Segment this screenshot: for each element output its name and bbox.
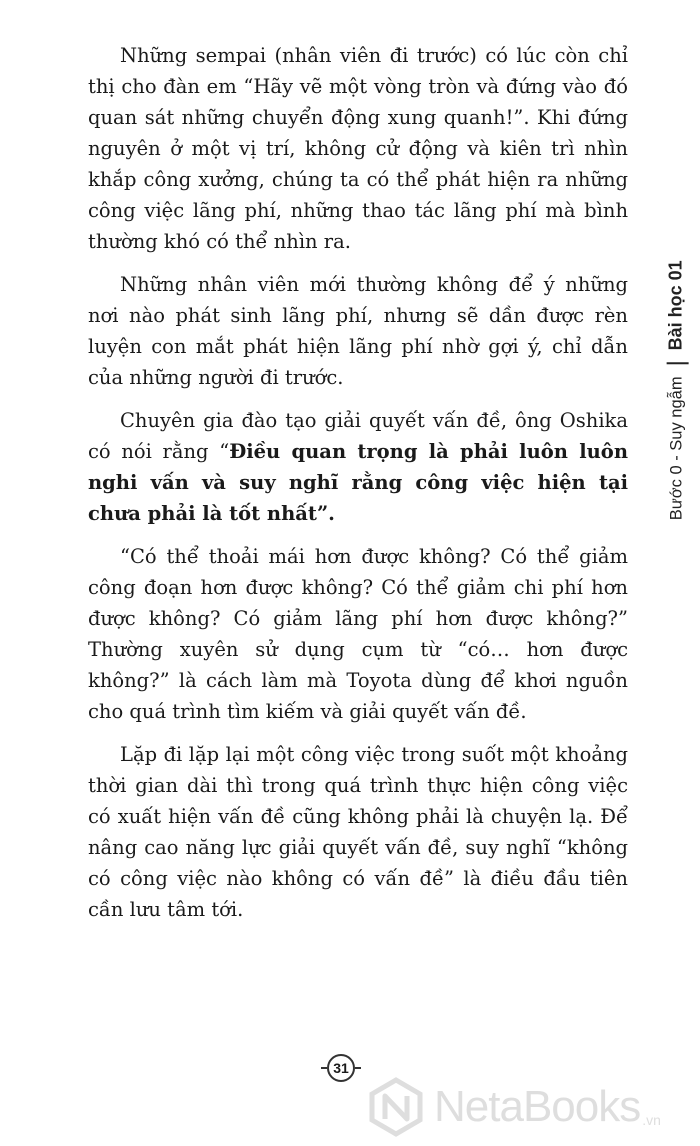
paragraph-1: Những sempai (nhân viên đi trước) có lúc còn chỉ thị cho đàn em “Hãy vẽ một vòng tròn và đứng vào đó quan sát những chuyển động xung quanh!”. Khi đứng nguyên ở một vị trí, không cử động và kiên trì nhìn khắp công xưởng, chúng ta có thể phát hiện ra những công việc lãng phí, những thao tác lãng phí mà bình thường khó có thể nhìn ra. [88, 44, 628, 253]
chapter-side-tab [660, 135, 694, 645]
watermark-domain: .vn [642, 1112, 661, 1128]
page-number: 31 [327, 1054, 355, 1082]
quote-close: ”. [316, 502, 335, 525]
paragraph-2: Những nhân viên mới thường không để ý những nơi nào phát sinh lãng phí, nhưng sẽ dần được rèn luyện con mắt phát hiện lãng phí nhờ gợi ý, chỉ dẫn của những người đi trước. [88, 273, 628, 389]
paragraph-4: “Có thể thoải mái hơn được không? Có thể giảm công đoạn hơn được không? Có thể giảm chi phí hơn được không? Có giảm lãng phí hơn được không?” Thường xuyên sử dụng cụm từ “có… hơn được không?” là cách làm mà Toyota dùng để khơi nguồn cho quá trình tìm kiếm và giải quyết vấn đề. [88, 545, 628, 723]
quote-bold: Điều quan trọng là phải luôn luôn nghi vấn và suy nghĩ rằng công việc hiện tại chưa phải là tốt nhất [88, 440, 628, 525]
netabooks-logo-icon [366, 1077, 426, 1137]
paragraph-3 [88, 405, 628, 529]
section-label: Bước 0 - Suy ngẫm [667, 376, 686, 520]
tab-separator [666, 362, 688, 364]
lesson-label: Bài học 01 [665, 260, 686, 351]
body-text [88, 40, 628, 937]
paragraph-5: Lặp đi lặp lại một công việc trong suốt một khoảng thời gian dài thì trong quá trình thực hiện công việc có xuất hiện vấn đề cũng không phải là chuyện lạ. Để nâng cao năng lực giải quyết vấn đề, suy nghĩ “không có công việc nào không có vấn đề” là điều đầu tiên cần lưu tâm tới. [88, 743, 628, 921]
watermark [366, 1072, 696, 1142]
watermark-brand: NetaBooks [434, 1082, 641, 1131]
quote-intro: Chuyên gia đào tạo giải quyết vấn đề, ông Oshika có nói rằng “ [88, 409, 628, 463]
